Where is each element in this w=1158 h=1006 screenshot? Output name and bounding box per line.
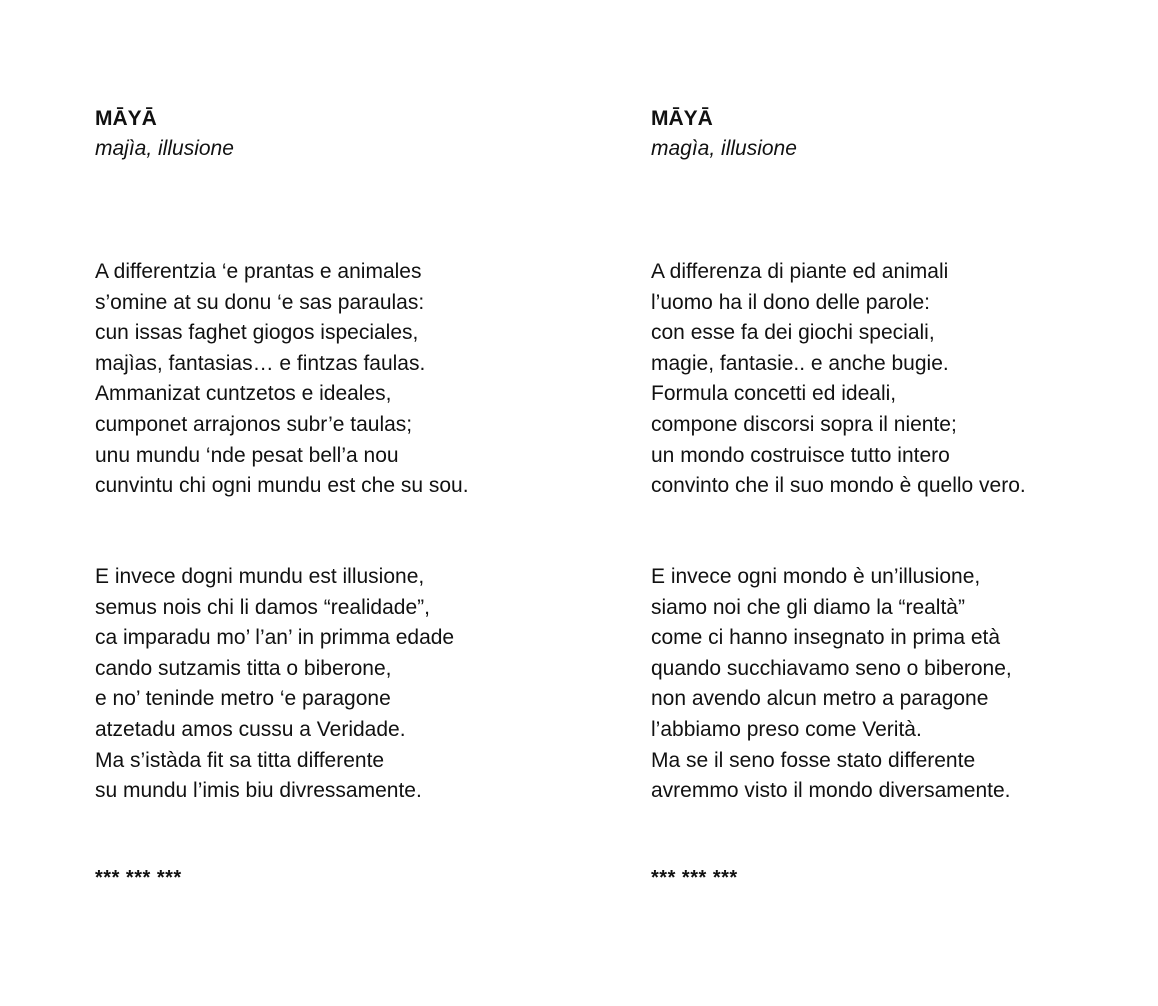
poem-line: cando sutzamis titta o biberone, bbox=[95, 656, 392, 680]
poem-subtitle: majìa, illusione bbox=[95, 137, 234, 160]
poem-line: unu mundu ‘nde pesat bell’a nou bbox=[95, 443, 399, 467]
poem-line: cunvintu chi ogni mundu est che su sou. bbox=[95, 474, 469, 498]
stanza-2 bbox=[651, 562, 1012, 807]
poem-line: non avendo alcun metro a paragone bbox=[651, 687, 989, 711]
poem-line: magie, fantasie.. e anche bugie. bbox=[651, 351, 949, 375]
section-separator: *** *** *** bbox=[651, 867, 738, 889]
poem-line: semus nois chi li damos “realidade”, bbox=[95, 595, 430, 619]
poem-line: come ci hanno insegnato in prima età bbox=[651, 626, 1001, 650]
poem-subtitle: magìa, illusione bbox=[651, 137, 797, 160]
poem-title: MĀYĀ bbox=[651, 107, 713, 130]
poem-line: su mundu l’imis biu divressamente. bbox=[95, 779, 422, 803]
poem-line: E invece ogni mondo è un’illusione, bbox=[651, 565, 981, 588]
poem-line: quando succhiavamo seno o biberone, bbox=[651, 656, 1012, 680]
poem-line: A differenza di piante ed animali bbox=[651, 260, 949, 283]
poem-line: con esse fa dei giochi speciali, bbox=[651, 321, 935, 345]
poem-line: cun issas faghet giogos ispeciales, bbox=[95, 321, 419, 345]
poem-sardinian bbox=[95, 104, 595, 889]
section-separator: *** *** *** bbox=[95, 867, 182, 889]
poem-line: avremmo visto il mondo diversamente. bbox=[651, 779, 1011, 803]
poem-line: un mondo costruisce tutto intero bbox=[651, 443, 950, 467]
poem-line: E invece dogni mundu est illusione, bbox=[95, 565, 425, 588]
poem-line: e no’ teninde metro ‘e paragone bbox=[95, 687, 391, 711]
poem-line: Ma se il seno fosse stato differente bbox=[651, 748, 976, 772]
poem-line: compone discorsi sopra il niente; bbox=[651, 412, 957, 436]
poem-italian bbox=[651, 104, 1151, 889]
poem-line: cumponet arrajonos subr’e taulas; bbox=[95, 412, 413, 436]
poem-title: MĀYĀ bbox=[95, 107, 157, 130]
poem-line: l’uomo ha il dono delle parole: bbox=[651, 290, 931, 314]
poem-line: Ma s’istàda fit sa titta differente bbox=[95, 748, 385, 772]
poem-line: convinto che il suo mondo è quello vero. bbox=[651, 474, 1026, 498]
poem-line: s’omine at su donu ‘e sas paraulas: bbox=[95, 290, 425, 314]
stanza-2 bbox=[95, 562, 454, 807]
poem-line: A differentzia ‘e prantas e animales bbox=[95, 260, 422, 283]
poem-line: ca imparadu mo’ l’an’ in primma edade bbox=[95, 626, 455, 650]
poem-line: atzetadu amos cussu a Veridade. bbox=[95, 717, 406, 741]
stanza-1 bbox=[95, 257, 469, 502]
poem-line: Ammanizat cuntzetos e ideales, bbox=[95, 382, 392, 406]
poem-line: siamo noi che gli diamo la “realtà” bbox=[651, 595, 965, 619]
poem-line: majìas, fantasias… e fintzas faulas. bbox=[95, 351, 426, 375]
poem-line: l’abbiamo preso come Verità. bbox=[651, 717, 922, 741]
stanza-1 bbox=[651, 257, 1026, 502]
poem-line: Formula concetti ed ideali, bbox=[651, 382, 897, 406]
